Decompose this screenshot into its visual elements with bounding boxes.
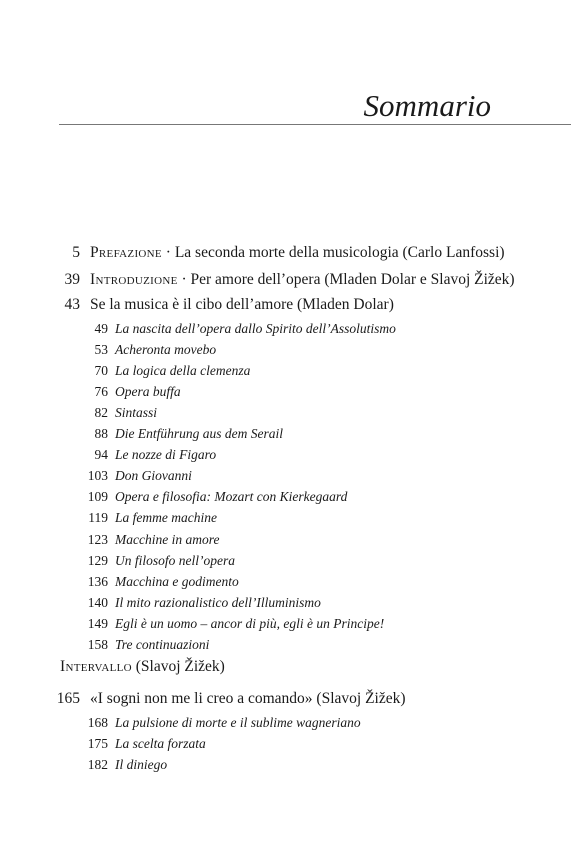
page-number: 165 bbox=[56, 690, 80, 707]
page-number: 49 bbox=[94, 321, 108, 336]
page-number: 109 bbox=[87, 489, 108, 505]
entry-title: Introduzione · Per amore dell’opera (Mladen Dolar e Slavoj Žižek) bbox=[90, 271, 515, 288]
toc-section-heading[interactable]: Intervallo (Slavoj Žižek) bbox=[60, 658, 225, 675]
page-number: 149 bbox=[87, 615, 108, 631]
subentry-title: Acheronta movebo bbox=[115, 342, 217, 358]
page-number: 175 bbox=[87, 736, 108, 751]
subentry-title: Die Entführung aus dem Serail bbox=[115, 426, 283, 442]
subentry-title: La scelta forzata bbox=[115, 736, 206, 751]
subentry-title: Tre continuazioni bbox=[115, 636, 210, 652]
page-number: 123 bbox=[87, 531, 108, 547]
entry-title: Prefazione · La seconda morte della musicologia (Carlo Lanfossi) bbox=[90, 244, 505, 261]
subentry-title: Opera e filosofia: Mozart con Kierkegaard bbox=[115, 489, 348, 505]
page-number: 140 bbox=[87, 594, 108, 610]
page-number: 5 bbox=[72, 244, 80, 261]
page-number: 103 bbox=[87, 468, 108, 484]
page-number: 129 bbox=[87, 552, 108, 568]
subentry-title: Il mito razionalistico dell’Illuminismo bbox=[115, 594, 321, 610]
subentry-title: Macchina e godimento bbox=[115, 573, 239, 589]
page-number: 136 bbox=[87, 573, 108, 589]
page-number: 43 bbox=[64, 296, 80, 313]
page-number: 168 bbox=[87, 715, 108, 730]
subentry-title: Un filosofo nell’opera bbox=[115, 552, 235, 568]
page-title: Sommario bbox=[363, 88, 491, 123]
subentry-title: Opera buffa bbox=[115, 384, 181, 400]
page-number: 119 bbox=[88, 510, 108, 526]
page-number: 53 bbox=[94, 342, 108, 358]
page-number: 158 bbox=[87, 636, 108, 652]
page-number: 76 bbox=[94, 384, 108, 400]
subentry-title: La nascita dell’opera dallo Spirito dell’Assolutismo bbox=[115, 321, 396, 336]
subentry-title: La logica della clemenza bbox=[115, 363, 251, 379]
page-number: 182 bbox=[87, 757, 108, 772]
subentry-title: La pulsione di morte e il sublime wagneriano bbox=[115, 715, 361, 730]
page-number: 70 bbox=[94, 363, 108, 379]
page-number: 88 bbox=[94, 426, 108, 442]
subentry-title: Macchine in amore bbox=[115, 531, 220, 547]
entry-title: Se la musica è il cibo dell’amore (Mladen Dolar) bbox=[90, 296, 394, 313]
subentry-title: La femme machine bbox=[115, 510, 217, 526]
page-number: 39 bbox=[64, 271, 80, 288]
subentry-title: Egli è un uomo – ancor di più, egli è un Principe! bbox=[115, 615, 385, 631]
subentry-title: Il diniego bbox=[115, 757, 168, 772]
subentry-title: Le nozze di Figaro bbox=[115, 447, 217, 463]
entry-title: «I sogni non me li creo a comando» (Slavoj Žižek) bbox=[90, 690, 406, 707]
page-number: 94 bbox=[94, 447, 108, 463]
page-number: 82 bbox=[94, 405, 108, 421]
subentry-title: Don Giovanni bbox=[115, 468, 192, 484]
subentry-title: Sintassi bbox=[115, 405, 158, 421]
